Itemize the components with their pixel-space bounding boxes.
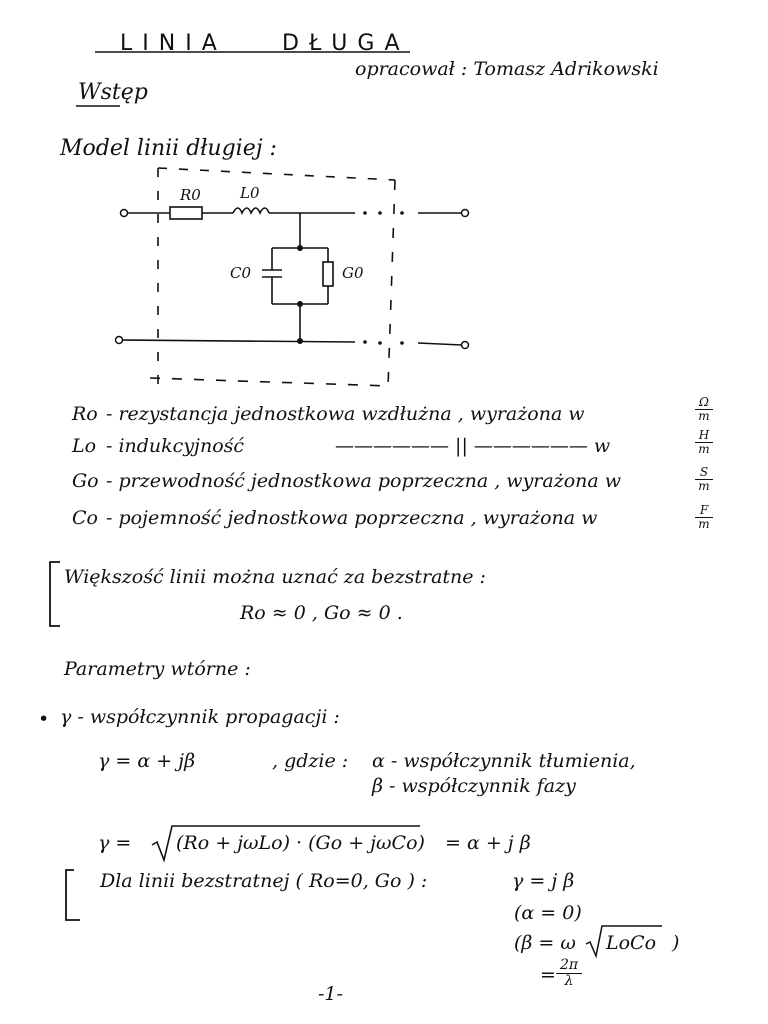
def-l0-unit: $\frac{H}{m}$: [695, 429, 713, 455]
def-g0-symbol: Go: [72, 470, 99, 492]
def-l0-text: - indukcyjność: [106, 435, 245, 457]
def-l0-ditto: —————— || —————— w: [335, 435, 611, 457]
gamma-formula-radicand: (Ro + jωLo) · (Go + jωCo): [176, 832, 425, 854]
def-c0-symbol: Co: [72, 507, 98, 529]
def-g0-unit: $\frac{S}{m}$: [695, 466, 713, 492]
beta-formula-left: (β = ω: [514, 932, 576, 954]
gamma-formula-left: γ =: [98, 832, 132, 854]
gamma-definition: γ = α + jβ: [98, 750, 196, 772]
beta-formula-radicand: LoCo: [606, 932, 657, 954]
circuit-label-c0: C0: [230, 264, 252, 282]
circuit-label-r0: R0: [180, 186, 201, 204]
def-r0-symbol: Ro: [72, 403, 98, 425]
title-left: LINIA: [120, 31, 227, 56]
def-c0-unit: $\frac{F}{m}$: [695, 504, 713, 530]
alpha-zero: (α = 0): [514, 902, 582, 924]
lossless-gamma: γ = j β: [512, 870, 575, 892]
author-line: opracował : Tomasz Adrikowski: [355, 58, 659, 80]
propagation-bullet: γ - współczynnik propagacji :: [60, 706, 340, 728]
gdzie-label: , gdzie :: [272, 750, 349, 772]
def-c0-text: - pojemność jednostkowa poprzeczna , wyrażona w: [106, 507, 598, 529]
model-heading: Model linii długiej :: [60, 136, 277, 161]
parameters-heading: Parametry wtórne :: [64, 658, 251, 680]
beta-definition: β - współczynnik fazy: [372, 775, 576, 797]
intro-heading: Wstęp: [78, 80, 148, 105]
lossless-note-line2: Ro ≈ 0 , Go ≈ 0 .: [240, 602, 403, 624]
bullet-dot: •: [38, 708, 50, 730]
gamma-formula-right: = α + j β: [445, 832, 531, 854]
beta-wavelength-eq: =: [540, 964, 556, 986]
lossless-note-line1: Większość linii można uznać za bezstratne :: [64, 566, 486, 588]
def-r0-unit: $\frac{\Omega}{m}$: [695, 396, 713, 422]
def-l0-symbol: Lo: [72, 435, 97, 457]
lossless-line-text: Dla linii bezstratnej ( Ro=0, Go ) :: [100, 870, 428, 892]
beta-formula-right: ): [672, 932, 680, 954]
circuit-label-g0: G0: [342, 264, 364, 282]
def-g0-text: - przewodność jednostkowa poprzeczna , wyrażona w: [106, 470, 622, 492]
title-right: DŁUGA: [282, 31, 410, 56]
page-number: -1-: [318, 983, 343, 1005]
circuit-label-l0: L0: [240, 184, 260, 202]
def-r0-text: - rezystancja jednostkowa wzdłużna , wyrażona w: [106, 403, 585, 425]
beta-wavelength-fraction: $\frac{2\pi}{\lambda}$: [556, 958, 582, 988]
alpha-definition: α - współczynnik tłumienia,: [372, 750, 636, 772]
